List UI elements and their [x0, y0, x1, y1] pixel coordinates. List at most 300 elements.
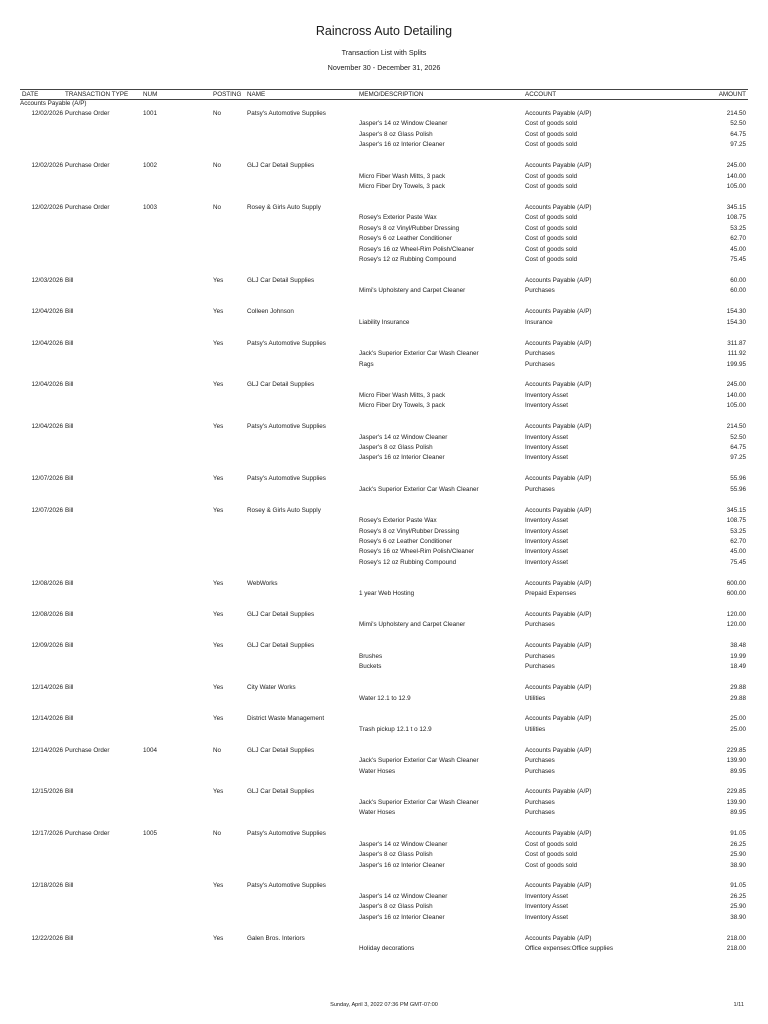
- txn-num: 1003: [143, 203, 158, 211]
- split-memo: Rosey's 16 oz Wheel-Rim Polish/Cleaner: [359, 548, 474, 556]
- txn-account: Accounts Payable (A/P): [525, 203, 592, 211]
- txn-name: GLJ Car Detail Supplies: [247, 788, 315, 796]
- split-account: Purchases: [525, 809, 555, 817]
- split-account: Cost of goods sold: [525, 851, 578, 859]
- split-account: Purchases: [525, 350, 555, 358]
- split-memo: Jack's Superior Exterior Car Wash Cleaner: [359, 350, 479, 358]
- col-posting: POSTING: [213, 91, 242, 98]
- split-amount: 139.90: [726, 757, 746, 765]
- group-label: Accounts Payable (A/P): [20, 100, 87, 107]
- txn-posting: Yes: [213, 506, 224, 514]
- txn-type: Purchase Order: [65, 203, 110, 211]
- split-account: Cost of goods sold: [525, 840, 578, 848]
- transaction: [20, 829, 748, 871]
- transaction: [20, 610, 748, 631]
- txn-account: Accounts Payable (A/P): [525, 684, 592, 692]
- split-amount: 19.99: [730, 652, 746, 660]
- transaction-row: [20, 339, 748, 349]
- txn-amount: 29.88: [730, 684, 746, 692]
- split-amount: 89.95: [730, 767, 746, 775]
- txn-amount: 120.00: [726, 611, 746, 618]
- split-account: Inventory Asset: [525, 454, 569, 462]
- split-memo: Micro Fiber Dry Towels, 3 pack: [359, 402, 445, 410]
- split-amount: 120.00: [726, 621, 746, 629]
- split-account: Inventory Asset: [525, 913, 569, 921]
- txn-amount: 218.00: [726, 934, 746, 942]
- split-amount: 29.88: [730, 694, 746, 702]
- split-amount: 105.00: [726, 402, 746, 410]
- split-memo: Jack's Superior Exterior Car Wash Cleaner: [359, 757, 479, 765]
- transaction: [20, 714, 748, 735]
- split-amount: 53.25: [730, 527, 746, 535]
- split-memo: Rosey's 12 oz Rubbing Compound: [359, 256, 457, 264]
- split-account: Inventory Asset: [525, 433, 569, 441]
- txn-account: Accounts Payable (A/P): [525, 423, 592, 431]
- split-amount: 25.00: [730, 725, 746, 733]
- transaction-row: [20, 641, 748, 651]
- split-memo: Rosey's Exterior Paste Wax: [359, 517, 437, 525]
- txn-name: Patsy's Automotive Supplies: [247, 423, 326, 431]
- txn-type: Bill: [65, 579, 74, 587]
- split-row: [20, 527, 748, 537]
- split-amount: 199.95: [726, 360, 746, 368]
- txn-account: Accounts Payable (A/P): [525, 506, 592, 514]
- split-account: Cost of goods sold: [525, 861, 578, 869]
- transaction-row: [20, 579, 748, 589]
- split-account: Inventory Asset: [525, 517, 569, 525]
- transaction-row: [20, 934, 748, 944]
- split-memo: Rosey's 16 oz Wheel-Rim Polish/Cleaner: [359, 245, 474, 253]
- txn-date: 12/09/2026: [31, 642, 63, 650]
- split-row: [20, 902, 748, 912]
- txn-name: GLJ Car Detail Supplies: [247, 746, 315, 754]
- split-memo: Jasper's 14 oz Window Cleaner: [359, 120, 448, 128]
- txn-type: Bill: [65, 788, 74, 796]
- split-amount: 64.75: [730, 130, 746, 138]
- split-row: [20, 391, 748, 401]
- transaction-row: [20, 307, 748, 317]
- col-memo: MEMO/DESCRIPTION: [359, 91, 424, 98]
- split-row: [20, 453, 748, 463]
- split-account: Purchases: [525, 287, 555, 295]
- transaction-row: [20, 683, 748, 693]
- split-row: [20, 349, 748, 359]
- txn-type: Bill: [65, 715, 74, 723]
- split-row: [20, 286, 748, 296]
- split-row: [20, 798, 748, 808]
- split-account: Cost of goods sold: [525, 120, 578, 128]
- split-memo: Rosey's Exterior Paste Wax: [359, 214, 437, 222]
- transaction-row: [20, 474, 748, 484]
- transaction-list: [20, 109, 748, 965]
- split-memo: Mimi's Upholstery and Carpet Cleaner: [359, 287, 466, 295]
- txn-type: Purchase Order: [65, 162, 110, 170]
- txn-posting: No: [213, 110, 222, 117]
- split-memo: Jasper's 8 oz Glass Polish: [359, 130, 433, 138]
- split-memo: Jasper's 8 oz Glass Polish: [359, 903, 433, 911]
- col-transaction-type: TRANSACTION TYPE: [65, 91, 129, 98]
- split-row: [20, 589, 748, 599]
- transaction: [20, 109, 748, 151]
- split-memo: Rosey's 8 oz Vinyl/Rubber Dressing: [359, 527, 460, 535]
- split-account: Prepaid Expenses: [525, 590, 577, 598]
- split-row: [20, 360, 748, 370]
- txn-amount: 60.00: [730, 277, 746, 284]
- txn-name: WebWorks: [247, 579, 278, 587]
- col-num: NUM: [143, 91, 158, 98]
- transaction-row: [20, 506, 748, 516]
- txn-name: GLJ Car Detail Supplies: [247, 162, 315, 170]
- txn-type: Bill: [65, 339, 74, 347]
- split-memo: Trash pickup 12.1 t o 12.9: [359, 725, 432, 733]
- split-amount: 38.90: [730, 913, 746, 921]
- split-memo: Rosey's 12 oz Rubbing Compound: [359, 558, 457, 566]
- txn-account: Accounts Payable (A/P): [525, 579, 592, 587]
- transaction-row: [20, 881, 748, 891]
- split-row: [20, 401, 748, 411]
- txn-type: Bill: [65, 934, 74, 942]
- txn-account: Accounts Payable (A/P): [525, 339, 592, 347]
- split-row: [20, 652, 748, 662]
- txn-amount: 311.87: [727, 339, 746, 347]
- txn-amount: 214.50: [726, 110, 746, 117]
- split-amount: 97.25: [730, 454, 746, 462]
- txn-amount: 38.48: [730, 642, 746, 650]
- split-amount: 25.90: [730, 851, 746, 859]
- transaction-row: [20, 829, 748, 839]
- transaction: [20, 787, 748, 818]
- transaction: [20, 934, 748, 955]
- txn-type: Purchase Order: [65, 746, 110, 754]
- split-account: Utilities: [525, 725, 546, 733]
- page-number: 1/11: [733, 1002, 744, 1008]
- split-account: Purchases: [525, 757, 555, 765]
- txn-posting: Yes: [213, 381, 224, 389]
- txn-num: 1005: [143, 830, 158, 838]
- split-amount: 105.00: [726, 183, 746, 191]
- split-memo: Micro Fiber Wash Mitts, 3 pack: [359, 391, 446, 399]
- transaction: [20, 641, 748, 672]
- txn-posting: Yes: [213, 277, 224, 284]
- txn-posting: Yes: [213, 423, 224, 431]
- split-amount: 45.00: [730, 245, 746, 253]
- split-account: Purchases: [525, 798, 555, 806]
- split-memo: Water 12.1 to 12.9: [359, 694, 411, 702]
- split-row: [20, 892, 748, 902]
- txn-name: Patsy's Automotive Supplies: [247, 830, 326, 838]
- split-amount: 108.75: [726, 517, 746, 525]
- txn-amount: 345.15: [726, 506, 746, 514]
- txn-date: 12/04/2026: [31, 423, 63, 431]
- split-amount: 75.45: [730, 256, 746, 264]
- split-amount: 38.90: [730, 861, 746, 869]
- split-memo: Jack's Superior Exterior Car Wash Cleaner: [359, 485, 479, 493]
- txn-account: Accounts Payable (A/P): [525, 162, 592, 170]
- txn-account: Accounts Payable (A/P): [525, 381, 592, 389]
- split-account: Purchases: [525, 360, 555, 368]
- transaction: [20, 474, 748, 495]
- txn-account: Accounts Payable (A/P): [525, 611, 592, 618]
- transaction: [20, 276, 748, 297]
- transaction: [20, 881, 748, 923]
- split-amount: 26.25: [730, 892, 746, 900]
- txn-account: Accounts Payable (A/P): [525, 882, 592, 890]
- split-account: Inventory Asset: [525, 444, 569, 451]
- txn-posting: No: [213, 162, 222, 170]
- txn-amount: 600.00: [726, 579, 746, 587]
- txn-num: 1004: [143, 746, 158, 754]
- split-account: Inventory Asset: [525, 558, 569, 566]
- report-date-range: November 30 - December 31, 2026: [327, 63, 441, 72]
- split-row: [20, 767, 748, 777]
- txn-amount: 245.00: [726, 162, 746, 170]
- split-amount: 600.00: [726, 590, 746, 598]
- txn-account: Accounts Payable (A/P): [525, 475, 592, 483]
- split-row: [20, 433, 748, 443]
- split-amount: 89.95: [730, 809, 746, 817]
- txn-date: 12/22/2026: [31, 934, 63, 942]
- col-name: NAME: [247, 91, 266, 98]
- txn-type: Bill: [65, 475, 74, 483]
- txn-posting: Yes: [213, 642, 224, 650]
- split-row: [20, 443, 748, 453]
- txn-posting: Yes: [213, 475, 224, 483]
- txn-name: GLJ Car Detail Supplies: [247, 611, 315, 618]
- txn-date: 12/18/2026: [31, 882, 63, 890]
- split-amount: 52.50: [730, 120, 746, 128]
- company-name: Raincross Auto Detailing: [315, 24, 453, 38]
- split-memo: Holiday decorations: [359, 945, 415, 952]
- split-amount: 111.92: [727, 350, 746, 358]
- split-memo: Jasper's 16 oz Interior Cleaner: [359, 141, 445, 149]
- split-memo: Rags: [359, 360, 374, 368]
- split-amount: 218.00: [726, 945, 746, 952]
- transaction: [20, 506, 748, 569]
- txn-posting: Yes: [213, 788, 224, 796]
- txn-account: Accounts Payable (A/P): [525, 746, 592, 754]
- txn-date: 12/14/2026: [31, 684, 63, 692]
- txn-date: 12/02/2026: [31, 110, 63, 117]
- txn-posting: Yes: [213, 684, 224, 692]
- transaction: [20, 203, 748, 266]
- split-amount: 26.25: [730, 840, 746, 848]
- txn-amount: 345.15: [726, 203, 746, 211]
- col-date: DATE: [22, 91, 39, 98]
- split-account: Cost of goods sold: [525, 183, 578, 191]
- txn-posting: Yes: [213, 611, 224, 618]
- split-row: [20, 913, 748, 923]
- split-account: Cost of goods sold: [525, 214, 578, 222]
- transaction-row: [20, 380, 748, 390]
- split-row: [20, 234, 748, 244]
- transaction: [20, 339, 748, 370]
- split-memo: Micro Fiber Dry Towels, 3 pack: [359, 183, 445, 191]
- txn-posting: Yes: [213, 308, 224, 316]
- transaction: [20, 422, 748, 464]
- txn-type: Purchase Order: [65, 110, 110, 117]
- split-memo: Water Hoses: [359, 767, 396, 775]
- split-memo: Rosey's 6 oz Leather Conditioner: [359, 235, 452, 243]
- split-account: Inventory Asset: [525, 402, 569, 410]
- split-row: [20, 485, 748, 495]
- split-amount: 154.30: [726, 318, 746, 326]
- txn-account: Accounts Payable (A/P): [525, 642, 592, 650]
- split-account: Purchases: [525, 767, 555, 775]
- txn-type: Bill: [65, 611, 74, 618]
- txn-name: GLJ Car Detail Supplies: [247, 277, 315, 284]
- split-row: [20, 119, 748, 129]
- split-account: Inventory Asset: [525, 527, 569, 535]
- txn-name: Rosey & Girls Auto Supply: [247, 506, 321, 514]
- split-memo: Jasper's 8 oz Glass Polish: [359, 444, 433, 451]
- split-account: Inventory Asset: [525, 903, 569, 911]
- split-memo: Jasper's 16 oz Interior Cleaner: [359, 861, 445, 869]
- split-account: Inventory Asset: [525, 537, 569, 545]
- split-account: Purchases: [525, 621, 555, 629]
- txn-type: Bill: [65, 423, 74, 431]
- txn-amount: 55.96: [730, 475, 746, 483]
- txn-type: Purchase Order: [65, 830, 110, 838]
- txn-name: GLJ Car Detail Supplies: [247, 381, 315, 389]
- txn-date: 12/02/2026: [31, 162, 63, 170]
- txn-type: Bill: [65, 506, 74, 514]
- txn-date: 12/08/2026: [31, 611, 63, 618]
- split-row: [20, 172, 748, 182]
- report-title: Transaction List with Splits: [341, 48, 427, 57]
- txn-name: Rosey & Girls Auto Supply: [247, 203, 321, 211]
- txn-posting: Yes: [213, 339, 224, 347]
- txn-date: 12/03/2026: [31, 277, 63, 284]
- split-row: [20, 224, 748, 234]
- txn-account: Accounts Payable (A/P): [525, 830, 592, 838]
- split-row: [20, 662, 748, 672]
- txn-num: 1002: [143, 162, 158, 170]
- split-account: Purchases: [525, 485, 555, 493]
- split-account: Inventory Asset: [525, 892, 569, 900]
- txn-type: Bill: [65, 642, 74, 650]
- split-account: Cost of goods sold: [525, 130, 578, 138]
- transaction-row: [20, 714, 748, 724]
- split-account: Cost of goods sold: [525, 224, 578, 232]
- split-amount: 108.75: [726, 214, 746, 222]
- txn-posting: No: [213, 203, 222, 211]
- split-amount: 64.75: [730, 444, 746, 451]
- split-row: [20, 255, 748, 265]
- txn-amount: 229.85: [726, 788, 746, 796]
- split-amount: 53.25: [730, 224, 746, 232]
- txn-name: Colleen Johnson: [247, 308, 294, 316]
- txn-date: 12/15/2026: [31, 788, 63, 796]
- split-amount: 45.00: [730, 548, 746, 556]
- split-memo: 1 year Web Hosting: [359, 590, 415, 598]
- split-memo: Jasper's 16 oz Interior Cleaner: [359, 454, 445, 462]
- txn-num: 1001: [143, 110, 158, 117]
- txn-posting: Yes: [213, 882, 224, 890]
- split-memo: Jasper's 16 oz Interior Cleaner: [359, 913, 445, 921]
- txn-date: 12/04/2026: [31, 308, 63, 316]
- split-row: [20, 318, 748, 328]
- txn-account: Accounts Payable (A/P): [525, 277, 592, 284]
- split-account: Cost of goods sold: [525, 141, 578, 149]
- txn-date: 12/04/2026: [31, 339, 63, 347]
- split-memo: Jasper's 8 oz Glass Polish: [359, 851, 433, 859]
- txn-account: Accounts Payable (A/P): [525, 788, 592, 796]
- txn-amount: 229.85: [726, 746, 746, 754]
- transaction-row: [20, 161, 748, 171]
- split-row: [20, 808, 748, 818]
- split-account: Cost of goods sold: [525, 235, 578, 243]
- txn-type: Bill: [65, 381, 74, 389]
- split-row: [20, 861, 748, 871]
- transaction-row: [20, 610, 748, 620]
- txn-type: Bill: [65, 882, 74, 890]
- split-row: [20, 547, 748, 557]
- transaction-row: [20, 787, 748, 797]
- txn-name: Patsy's Automotive Supplies: [247, 882, 326, 890]
- split-row: [20, 140, 748, 150]
- split-row: [20, 537, 748, 547]
- txn-date: 12/07/2026: [31, 506, 63, 514]
- split-row: [20, 840, 748, 850]
- split-memo: Buckets: [359, 663, 382, 671]
- txn-date: 12/14/2026: [31, 715, 63, 723]
- transaction: [20, 380, 748, 411]
- split-amount: 140.00: [726, 172, 746, 180]
- txn-date: 12/07/2026: [31, 475, 63, 483]
- split-memo: Jack's Superior Exterior Car Wash Cleaner: [359, 798, 479, 806]
- split-row: [20, 213, 748, 223]
- split-amount: 52.50: [730, 433, 746, 441]
- txn-date: 12/04/2026: [31, 381, 63, 389]
- split-memo: Jasper's 14 oz Window Cleaner: [359, 433, 448, 441]
- split-row: [20, 245, 748, 255]
- split-account: Purchases: [525, 652, 555, 660]
- transaction-row: [20, 746, 748, 756]
- transaction: [20, 683, 748, 704]
- split-amount: 25.90: [730, 903, 746, 911]
- txn-amount: 154.30: [726, 308, 746, 316]
- split-account: Cost of goods sold: [525, 256, 578, 264]
- split-row: [20, 516, 748, 526]
- split-amount: 97.25: [730, 141, 746, 149]
- split-memo: Brushes: [359, 652, 383, 660]
- report-header: [0, 24, 768, 72]
- split-row: [20, 725, 748, 735]
- split-row: [20, 694, 748, 704]
- split-amount: 75.45: [730, 558, 746, 566]
- split-memo: Rosey's 6 oz Leather Conditioner: [359, 537, 452, 545]
- col-amount: AMOUNT: [718, 91, 746, 98]
- txn-date: 12/14/2026: [31, 746, 63, 754]
- split-memo: Jasper's 14 oz Window Cleaner: [359, 840, 448, 848]
- split-account: Utilities: [525, 694, 546, 702]
- txn-amount: 245.00: [726, 381, 746, 389]
- txn-name: Patsy's Automotive Supplies: [247, 110, 326, 117]
- txn-date: 12/02/2026: [31, 203, 63, 211]
- txn-type: Bill: [65, 277, 74, 284]
- split-memo: Water Hoses: [359, 809, 396, 817]
- split-row: [20, 850, 748, 860]
- split-account: Cost of goods sold: [525, 245, 578, 253]
- split-row: [20, 620, 748, 630]
- txn-type: Bill: [65, 308, 74, 316]
- transaction: [20, 307, 748, 328]
- txn-name: GLJ Car Detail Supplies: [247, 642, 315, 650]
- txn-account: Accounts Payable (A/P): [525, 715, 592, 723]
- split-amount: 139.90: [726, 798, 746, 806]
- split-account: Inventory Asset: [525, 548, 569, 556]
- txn-amount: 91.05: [730, 882, 746, 890]
